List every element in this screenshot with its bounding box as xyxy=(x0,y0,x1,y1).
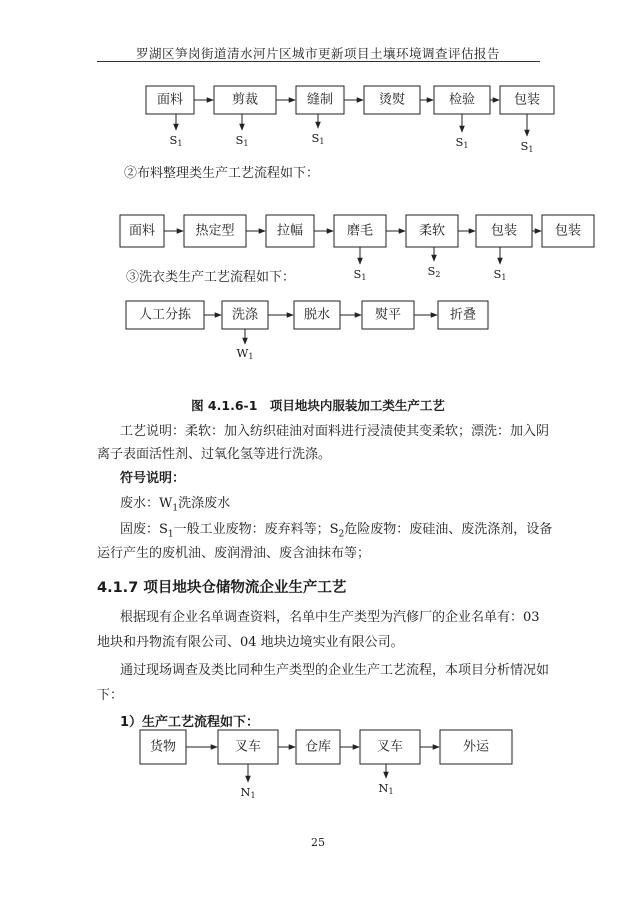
flow3-node-4-label: 熨平 xyxy=(374,307,402,323)
flow2-node-5-label: 柔软 xyxy=(418,223,446,239)
flow3-node-2-label: 洗涤 xyxy=(231,307,259,323)
flow1-node-5-label: 检验 xyxy=(448,92,476,108)
flow1-output-label-5: S1 xyxy=(520,139,534,154)
flow2-heading: ②布料整理类生产工艺流程如下： xyxy=(124,166,320,181)
waste-water-line: 废水：$W_1$洗涤废水 xyxy=(120,496,231,514)
flow3-node-5-label: 折叠 xyxy=(449,307,477,323)
solid-waste-line-1: 固废：$S_1$一般工业废物：废弃料等；$S_2$危险废物：废硅油、废洗涤剂，设备 xyxy=(120,522,553,540)
flow2-node-2-label: 热定型 xyxy=(195,223,235,239)
flow3-node-1-label: 人工分拣 xyxy=(138,307,192,323)
flow4-node-5-label: 外运 xyxy=(462,739,490,755)
flow4-node-4-label: 叉车 xyxy=(376,739,404,755)
flow4-node-1-label: 货物 xyxy=(149,739,177,755)
flowchart-logistics xyxy=(140,730,512,800)
process-description-line-1: 工艺说明：柔软：加入纺织硅油对面料进行浸渍使其变柔软；漂洗：加入阴 xyxy=(120,424,550,439)
section-heading: 4.1.7 项目地块仓储物流企业生产工艺 xyxy=(97,580,347,596)
flow1-node-1-label: 面料 xyxy=(156,92,184,108)
flow2-output-label-2: S2 xyxy=(427,264,441,279)
flow2-output-label-3: S1 xyxy=(493,267,507,282)
page-number: 25 xyxy=(311,836,325,849)
flow4-node-2-label: 叉车 xyxy=(234,739,262,755)
flowchart-garment xyxy=(146,86,554,154)
flow2-node-6-label: 包装 xyxy=(490,223,518,239)
figure-caption: 图 4.1.6-1 项目地块内服装加工类生产工艺 xyxy=(191,398,445,413)
flow4-heading: 1）生产工艺流程如下： xyxy=(120,715,260,730)
flowchart-laundry xyxy=(126,301,488,361)
flow2-node-7-label: 包装 xyxy=(554,223,582,239)
process-description-line-2: 离子表面活性剂、过氧化氢等进行洗涤。 xyxy=(97,447,332,462)
flow3-output-label-1: W1 xyxy=(236,346,254,361)
paragraph-1-line-1: 根据现有企业名单调查资料，名单中生产类型为汽修厂的企业名单有：03 xyxy=(120,610,540,625)
flow1-node-2-label: 剪裁 xyxy=(231,92,259,108)
flow1-output-label-3: S1 xyxy=(311,131,325,146)
paragraph-1-line-2: 地块和丹物流有限公司、04 地块边境实业有限公司。 xyxy=(97,635,404,650)
flow3-heading: ③洗衣类生产工艺流程如下： xyxy=(126,270,296,285)
flow1-node-3-label: 缝制 xyxy=(306,92,334,108)
flow2-node-3-label: 拉幅 xyxy=(276,223,304,239)
flow2-node-4-label: 磨毛 xyxy=(346,223,374,239)
paragraph-2-line-2: 下： xyxy=(97,688,124,703)
flow2-output-label-1: S1 xyxy=(353,267,367,282)
flow4-output-label-1: N1 xyxy=(240,785,256,800)
flow3-node-3-label: 脱水 xyxy=(303,307,331,323)
flow1-node-6-label: 包装 xyxy=(513,92,541,108)
flow4-node-3-label: 仓库 xyxy=(304,739,332,755)
flow1-output-label-4: S1 xyxy=(455,135,469,150)
report-header-title: 罗湖区笋岗街道清水河片区城市更新项目土壤环境调查评估报告 xyxy=(135,46,500,61)
flow1-output-label-2: S1 xyxy=(235,133,249,148)
flow4-output-label-2: N1 xyxy=(378,781,394,796)
flow2-node-1-label: 面料 xyxy=(128,223,156,239)
symbols-heading: 符号说明： xyxy=(120,471,186,486)
solid-waste-line-2: 运行产生的废机油、废润滑油、废含油抹布等； xyxy=(97,546,371,561)
flow1-output-label-1: S1 xyxy=(169,133,183,148)
flow1-node-4-label: 烫熨 xyxy=(378,92,406,108)
paragraph-2-line-1: 通过现场调查及类比同种生产类型的企业生产工艺流程，本项目分析情况如 xyxy=(120,663,550,678)
